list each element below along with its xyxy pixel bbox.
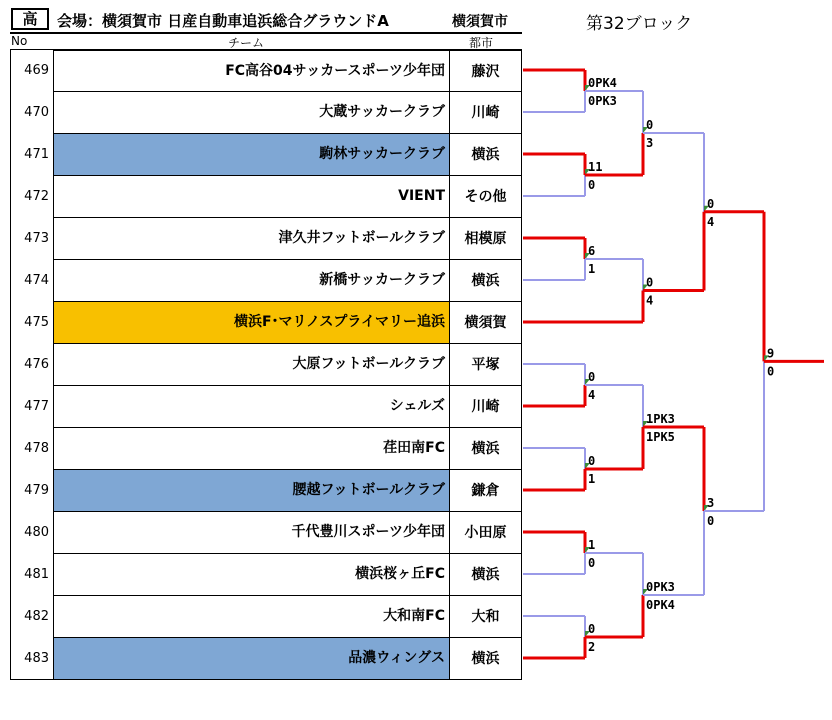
- team-number: 477: [24, 399, 49, 414]
- team-name: 腰越フットボールクラブ: [53, 470, 450, 512]
- team-city: 横浜: [450, 638, 521, 680]
- score-top: 0: [646, 275, 654, 290]
- score-top: 0: [588, 370, 596, 384]
- team-city: 大和: [450, 596, 521, 638]
- score-bottom: 4: [588, 388, 596, 402]
- team-city: その他: [450, 176, 521, 218]
- team-number: 480: [24, 525, 49, 540]
- team-name: 津久井フットボールクラブ: [53, 218, 450, 260]
- score-bottom: 0: [588, 178, 596, 192]
- score-bottom: 3: [646, 136, 654, 150]
- score-bottom: 4: [646, 293, 654, 308]
- team-name: シェルズ: [53, 386, 450, 428]
- team-city: 横浜: [450, 428, 521, 470]
- team-name: 横浜桜ヶ丘FC: [53, 554, 450, 596]
- score-top: 0PK3: [646, 580, 675, 594]
- team-number: 483: [24, 651, 49, 666]
- team-city: 横須賀: [450, 302, 521, 344]
- score-top: 0: [707, 196, 715, 211]
- team-number: 469: [24, 63, 49, 78]
- team-name: 大蔵サッカークラブ: [53, 92, 450, 134]
- team-number: 476: [24, 357, 49, 372]
- column-header-no: No: [11, 34, 28, 48]
- team-number: 479: [24, 483, 49, 498]
- team-name: 横浜F･マリノスプライマリー追浜: [53, 302, 450, 344]
- score-top: 0: [588, 622, 596, 636]
- team-city: 相模原: [450, 218, 521, 260]
- score-bottom: 1: [588, 472, 596, 486]
- team-name: 大原フットボールクラブ: [53, 344, 450, 386]
- team-city: 川崎: [450, 386, 521, 428]
- team-city: 鎌倉: [450, 470, 521, 512]
- team-name: VIENT: [53, 176, 450, 218]
- score-top: 9: [767, 346, 775, 361]
- level-badge: 高: [11, 8, 49, 30]
- score-top: 0PK4: [588, 76, 617, 90]
- team-city: 藤沢: [450, 50, 521, 92]
- team-name: 荏田南FC: [53, 428, 450, 470]
- venue-city: 横須賀市: [452, 14, 508, 30]
- team-name: 千代豊川スポーツ少年団: [53, 512, 450, 554]
- score-top: 1PK3: [646, 412, 675, 426]
- team-number: 478: [24, 441, 49, 456]
- score-bottom: 4: [707, 214, 715, 229]
- score-top: 0: [588, 454, 596, 468]
- score-top: 11: [588, 160, 603, 174]
- team-number: 482: [24, 609, 49, 624]
- score-bottom: 0PK3: [588, 94, 617, 108]
- column-header-city: 都市: [469, 36, 494, 50]
- team-city: 横浜: [450, 260, 521, 302]
- team-number: 475: [24, 315, 49, 330]
- team-city: 横浜: [450, 134, 521, 176]
- column-header-team: チーム: [228, 36, 265, 50]
- score-bottom: 2: [588, 640, 596, 654]
- score-bottom: 0: [707, 514, 715, 528]
- score-bottom: 0: [767, 364, 775, 379]
- score-bottom: 1PK5: [646, 430, 675, 444]
- score-top: 1: [588, 538, 596, 552]
- block-title: 第32ブロック: [586, 14, 693, 34]
- score-bottom: 0PK4: [646, 598, 675, 612]
- team-name: 駒林サッカークラブ: [53, 134, 450, 176]
- team-name: 大和南FC: [53, 596, 450, 638]
- team-number: 472: [24, 189, 49, 204]
- team-city: 小田原: [450, 512, 521, 554]
- team-name: 品濃ウィングス: [53, 638, 450, 680]
- team-number: 470: [24, 105, 49, 120]
- team-name: FC高谷04サッカースポーツ少年団: [53, 50, 450, 92]
- score-top: 6: [588, 244, 596, 258]
- team-number: 471: [24, 147, 49, 162]
- team-number: 474: [24, 273, 49, 288]
- score-bottom: 1: [588, 262, 596, 276]
- score-top: 3: [707, 496, 715, 510]
- venue-title: 会場：横須賀市 日産自動車追浜総合グラウンドA: [57, 12, 389, 30]
- team-city: 川崎: [450, 92, 521, 134]
- score-bottom: 0: [588, 556, 596, 570]
- team-number: 473: [24, 231, 49, 246]
- score-top: 0: [646, 118, 654, 132]
- team-number: 481: [24, 567, 49, 582]
- team-name: 新橋サッカークラブ: [53, 260, 450, 302]
- team-city: 平塚: [450, 344, 521, 386]
- team-city: 横浜: [450, 554, 521, 596]
